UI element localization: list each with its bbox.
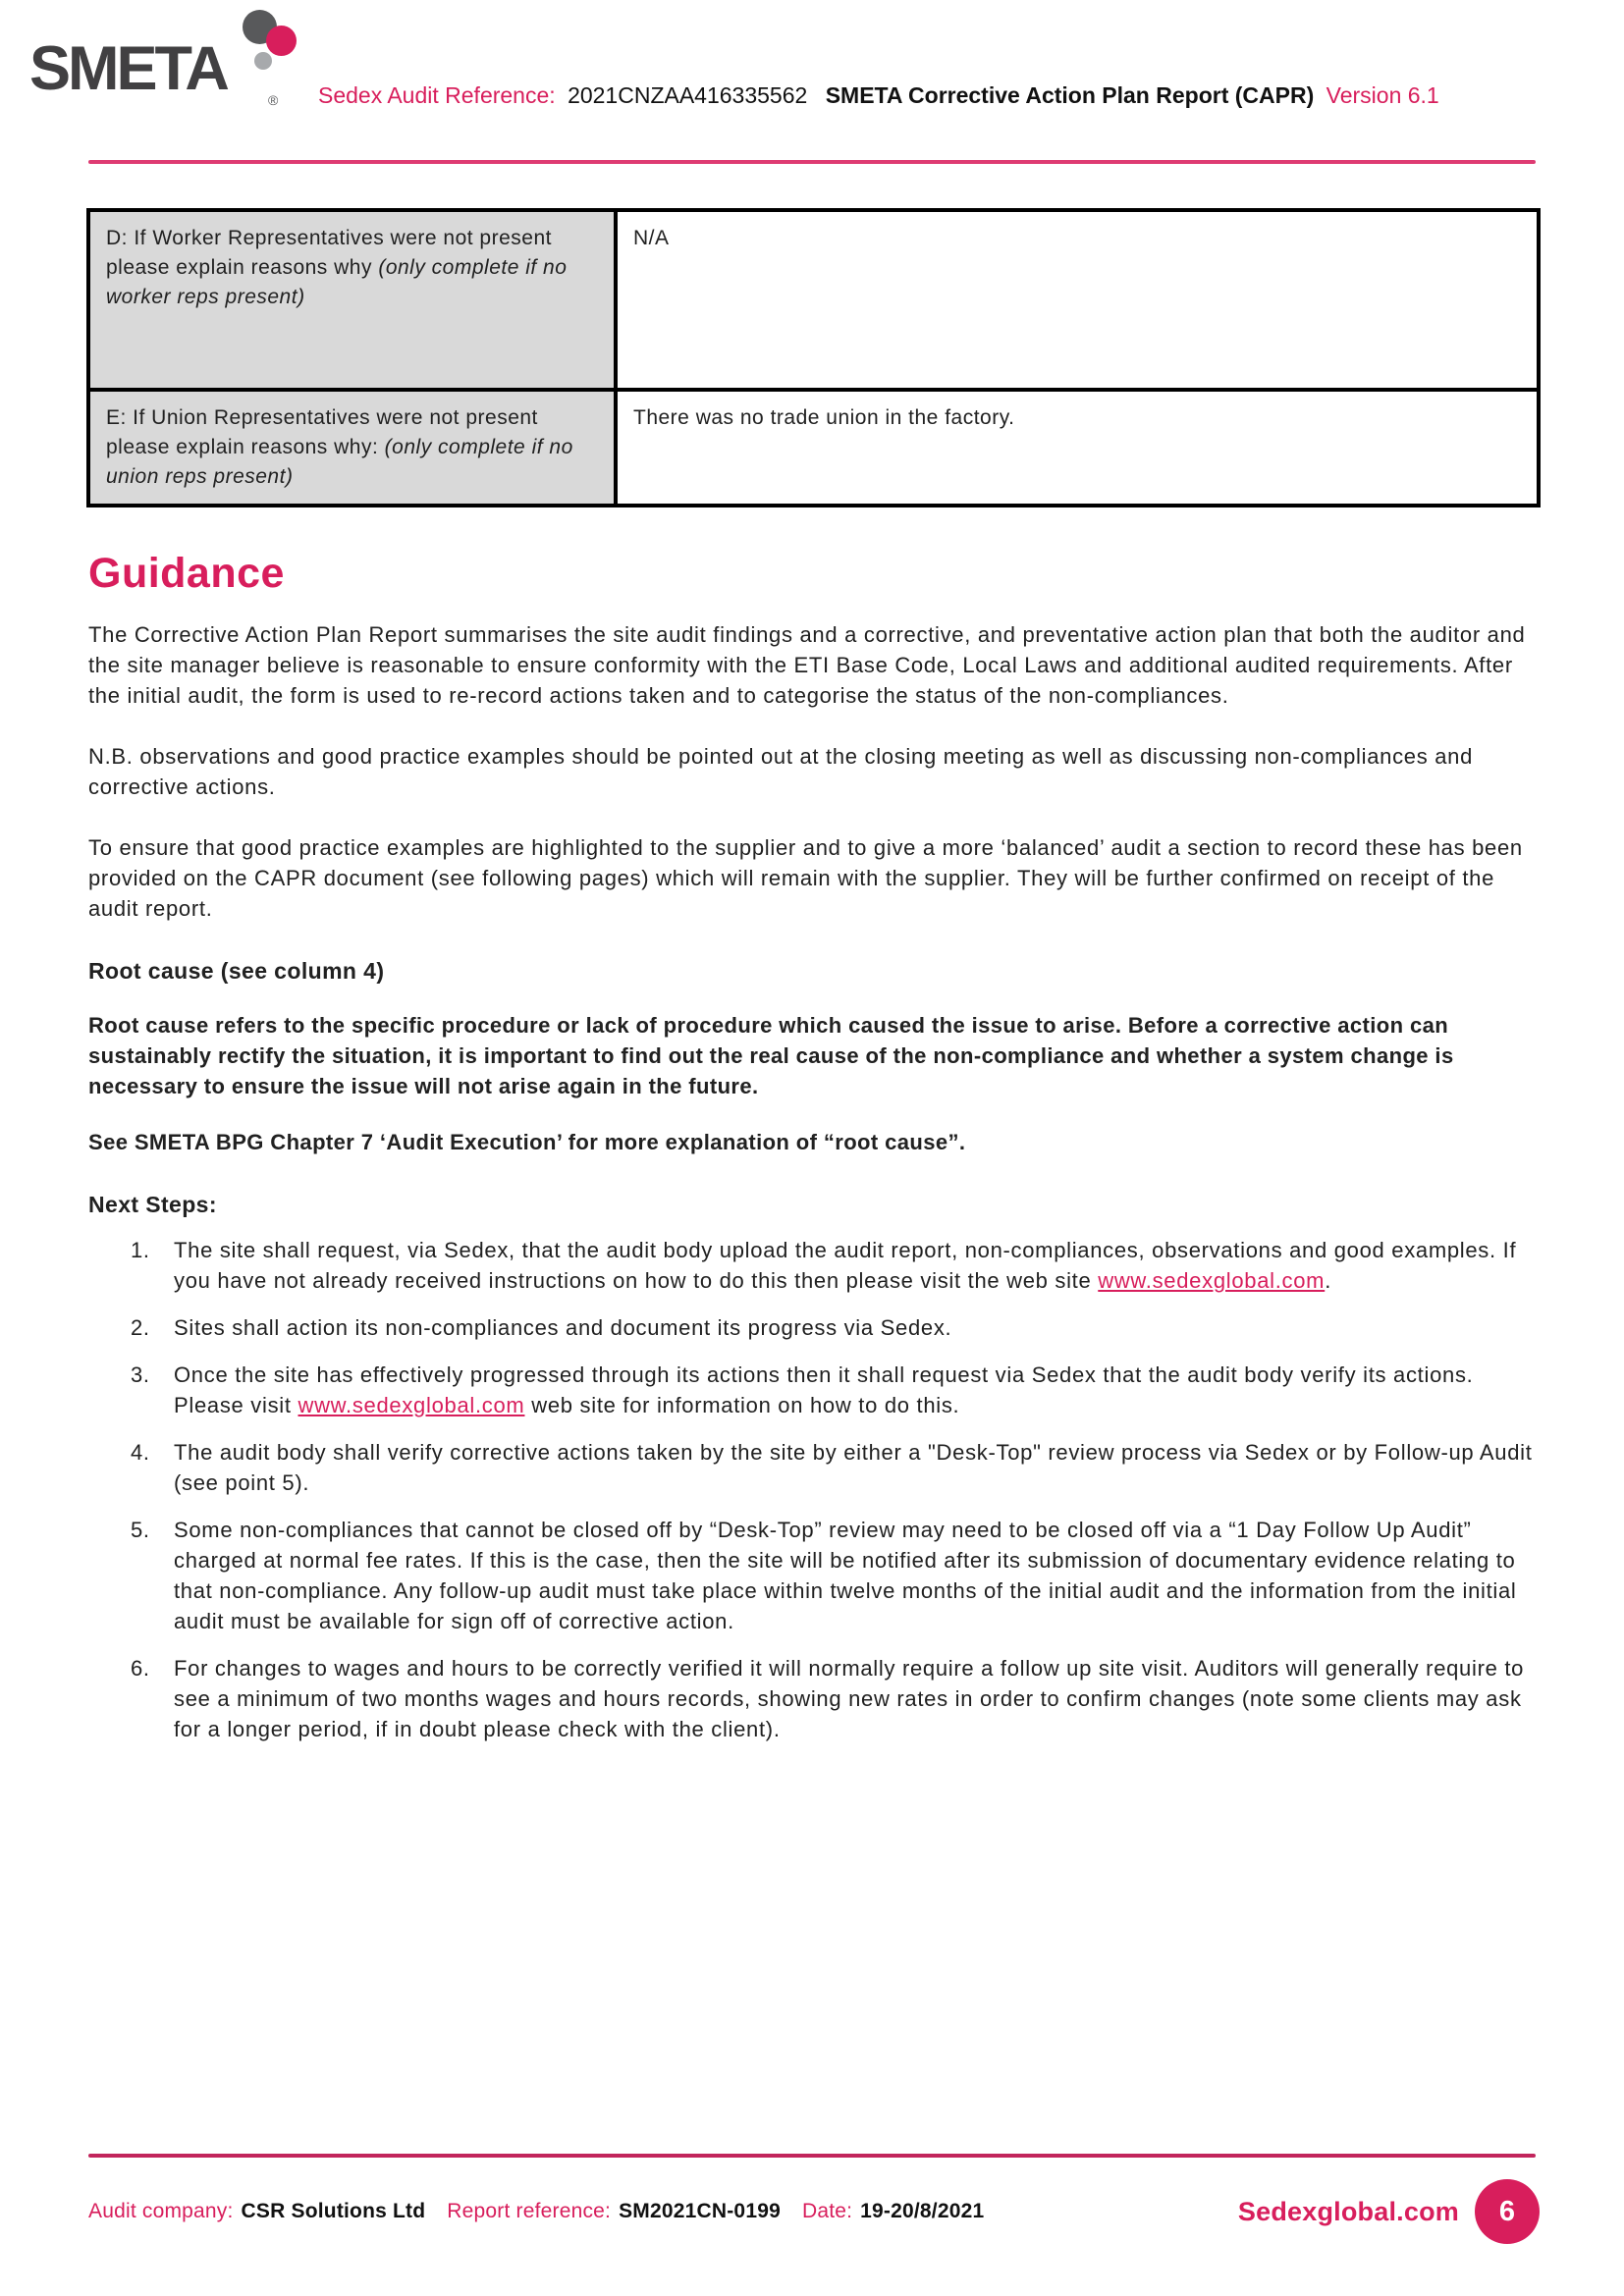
- date-value: 19-20/8/2021: [860, 2200, 985, 2222]
- footer-meta: [88, 2200, 998, 2223]
- logo-dot-pink-icon: [266, 26, 297, 56]
- step-text: [174, 1235, 1537, 1296]
- date-label: Date:: [801, 2200, 853, 2222]
- report-title: SMETA Corrective Action Plan Report (CAPR): [825, 82, 1315, 108]
- list-item: [86, 1235, 1537, 1296]
- step-number: 4.: [131, 1440, 150, 1465]
- step-text-post: web site for information on how to do this.: [524, 1393, 960, 1417]
- step-text-post: .: [1325, 1268, 1332, 1293]
- step-text: [174, 1515, 1537, 1636]
- step-text: [174, 1437, 1537, 1498]
- table-row-e: [88, 390, 1539, 506]
- row-e-question: [88, 390, 616, 506]
- row-e-question-text: E: If Union Representatives were not present please explain reasons why:: [106, 406, 538, 458]
- row-d-answer: N/A: [616, 210, 1539, 390]
- page-number-badge: 6: [1475, 2179, 1540, 2244]
- step-text-pre: Once the site has effectively progressed through its actions then it shall request via Sedex that the audit body verify its actions. Please visit: [174, 1362, 1474, 1417]
- step-text-pre: For changes to wages and hours to be correctly verified it will normally require a follow up site visit. Auditors will generally require to see a minimum of two months wages and hours records, showing new rates in order to confirm changes (note some clients may ask for a longer period, if in doubt please check with the client).: [174, 1656, 1525, 1741]
- step-text-pre: Sites shall action its non-compliances and document its progress via Sedex.: [174, 1315, 952, 1340]
- page-footer: [88, 2179, 1540, 2244]
- step-number: 2.: [131, 1315, 150, 1340]
- list-item: [86, 1360, 1537, 1420]
- logo-dot-small-icon: [254, 52, 272, 70]
- report-reference-label: Report reference:: [447, 2200, 612, 2222]
- sedexglobal-link[interactable]: www.sedexglobal.com: [1098, 1268, 1326, 1293]
- root-cause-heading: Root cause (see column 4): [88, 958, 385, 984]
- list-item: [86, 1437, 1537, 1498]
- next-steps-list: [86, 1235, 1537, 1744]
- audit-company-value: CSR Solutions Ltd: [241, 2200, 426, 2222]
- row-d-question-note: (only complete if no worker reps present): [106, 256, 568, 308]
- header-meta: [318, 82, 1439, 108]
- header-divider: [88, 160, 1536, 164]
- registered-trademark-icon: ®: [268, 92, 279, 108]
- list-item: [86, 1312, 1537, 1343]
- step-text: [174, 1312, 1537, 1343]
- step-number: 6.: [131, 1656, 150, 1681]
- table-row-d: [88, 210, 1539, 390]
- audit-company-label: Audit company:: [88, 2200, 234, 2222]
- representatives-table: [86, 208, 1541, 507]
- row-d-question-text: D: If Worker Representatives were not present please explain reasons why: [106, 227, 552, 279]
- report-reference-value: SM2021CN-0199: [619, 2200, 781, 2222]
- logo-wordmark: SMETA: [29, 34, 227, 103]
- audit-reference-value: 2021CNZAA416335562: [568, 82, 808, 108]
- version-label: Version 6.1: [1326, 82, 1439, 108]
- step-text: [174, 1360, 1537, 1420]
- step-text-pre: The site shall request, via Sedex, that the audit body upload the audit report, non-compliances, observations and good examples. If you have not already received instructions on how to do this then please visit the web site: [174, 1238, 1517, 1293]
- next-steps-heading: Next Steps:: [88, 1192, 217, 1217]
- root-cause-paragraph: Root cause refers to the specific procedure or lack of procedure which caused the issue to arise. Before a corrective action can sustainably rectify the situation, it is important to find out the real cause of the non-compliance and whether a system change is necessary to ensure the issue will not arise again in the future.: [88, 1013, 1454, 1098]
- smeta-logo: [29, 10, 344, 123]
- step-text-pre: The audit body shall verify corrective actions taken by the site by either a "Desk-Top" review process via Sedex or by Follow-up Audit (see point 5).: [174, 1440, 1533, 1495]
- guidance-paragraph-3: To ensure that good practice examples are highlighted to the supplier and to give a more ‘balanced’ audit a section to record these has been provided on the CAPR document (see following pages) which will remain with the supplier. They will be further confirmed on receipt of the audit report.: [88, 835, 1523, 921]
- page-content: [86, 208, 1537, 1744]
- step-number: 3.: [131, 1362, 150, 1387]
- see-smeta-note: See SMETA BPG Chapter 7 ‘Audit Execution’ for more explanation of “root cause”.: [88, 1130, 966, 1154]
- guidance-heading: Guidance: [88, 550, 285, 597]
- guidance-paragraph-1: The Corrective Action Plan Report summarises the site audit findings and a corrective, and preventative action plan that both the auditor and the site manager believe is reasonable to ensure conformity with the ETI Base Code, Local Laws and additional audited requirements. After the initial audit, the form is used to re-record actions taken and to categorise the status of the non-compliances.: [88, 622, 1526, 708]
- list-item: [86, 1653, 1537, 1744]
- row-d-question: [88, 210, 616, 390]
- list-item: [86, 1515, 1537, 1636]
- guidance-paragraph-2: N.B. observations and good practice examples should be pointed out at the closing meeting as well as discussing non-compliances and corrective actions.: [88, 744, 1474, 799]
- step-text-pre: Some non-compliances that cannot be closed off by “Desk-Top” review may need to be closed off via a “1 Day Follow Up Audit” charged at normal fee rates. If this is the case, then the site will be notified after its submission of documentary evidence relating to that non-compliance. Any follow-up audit must take place within twelve months of the initial audit and the information from the initial audit must be available for sign off of corrective action.: [174, 1518, 1517, 1633]
- footer-divider: [88, 2154, 1536, 2158]
- row-e-question-note: (only complete if no union reps present): [106, 436, 573, 488]
- sedexglobal-link[interactable]: www.sedexglobal.com: [298, 1393, 525, 1417]
- footer-brand: [1238, 2179, 1540, 2244]
- sedexglobal-site-link[interactable]: Sedexglobal.com: [1237, 2196, 1459, 2226]
- audit-reference-label: Sedex Audit Reference:: [318, 82, 556, 108]
- step-number: 5.: [131, 1518, 150, 1542]
- step-text: [174, 1653, 1537, 1744]
- row-e-answer: There was no trade union in the factory.: [616, 390, 1539, 506]
- step-number: 1.: [131, 1238, 150, 1262]
